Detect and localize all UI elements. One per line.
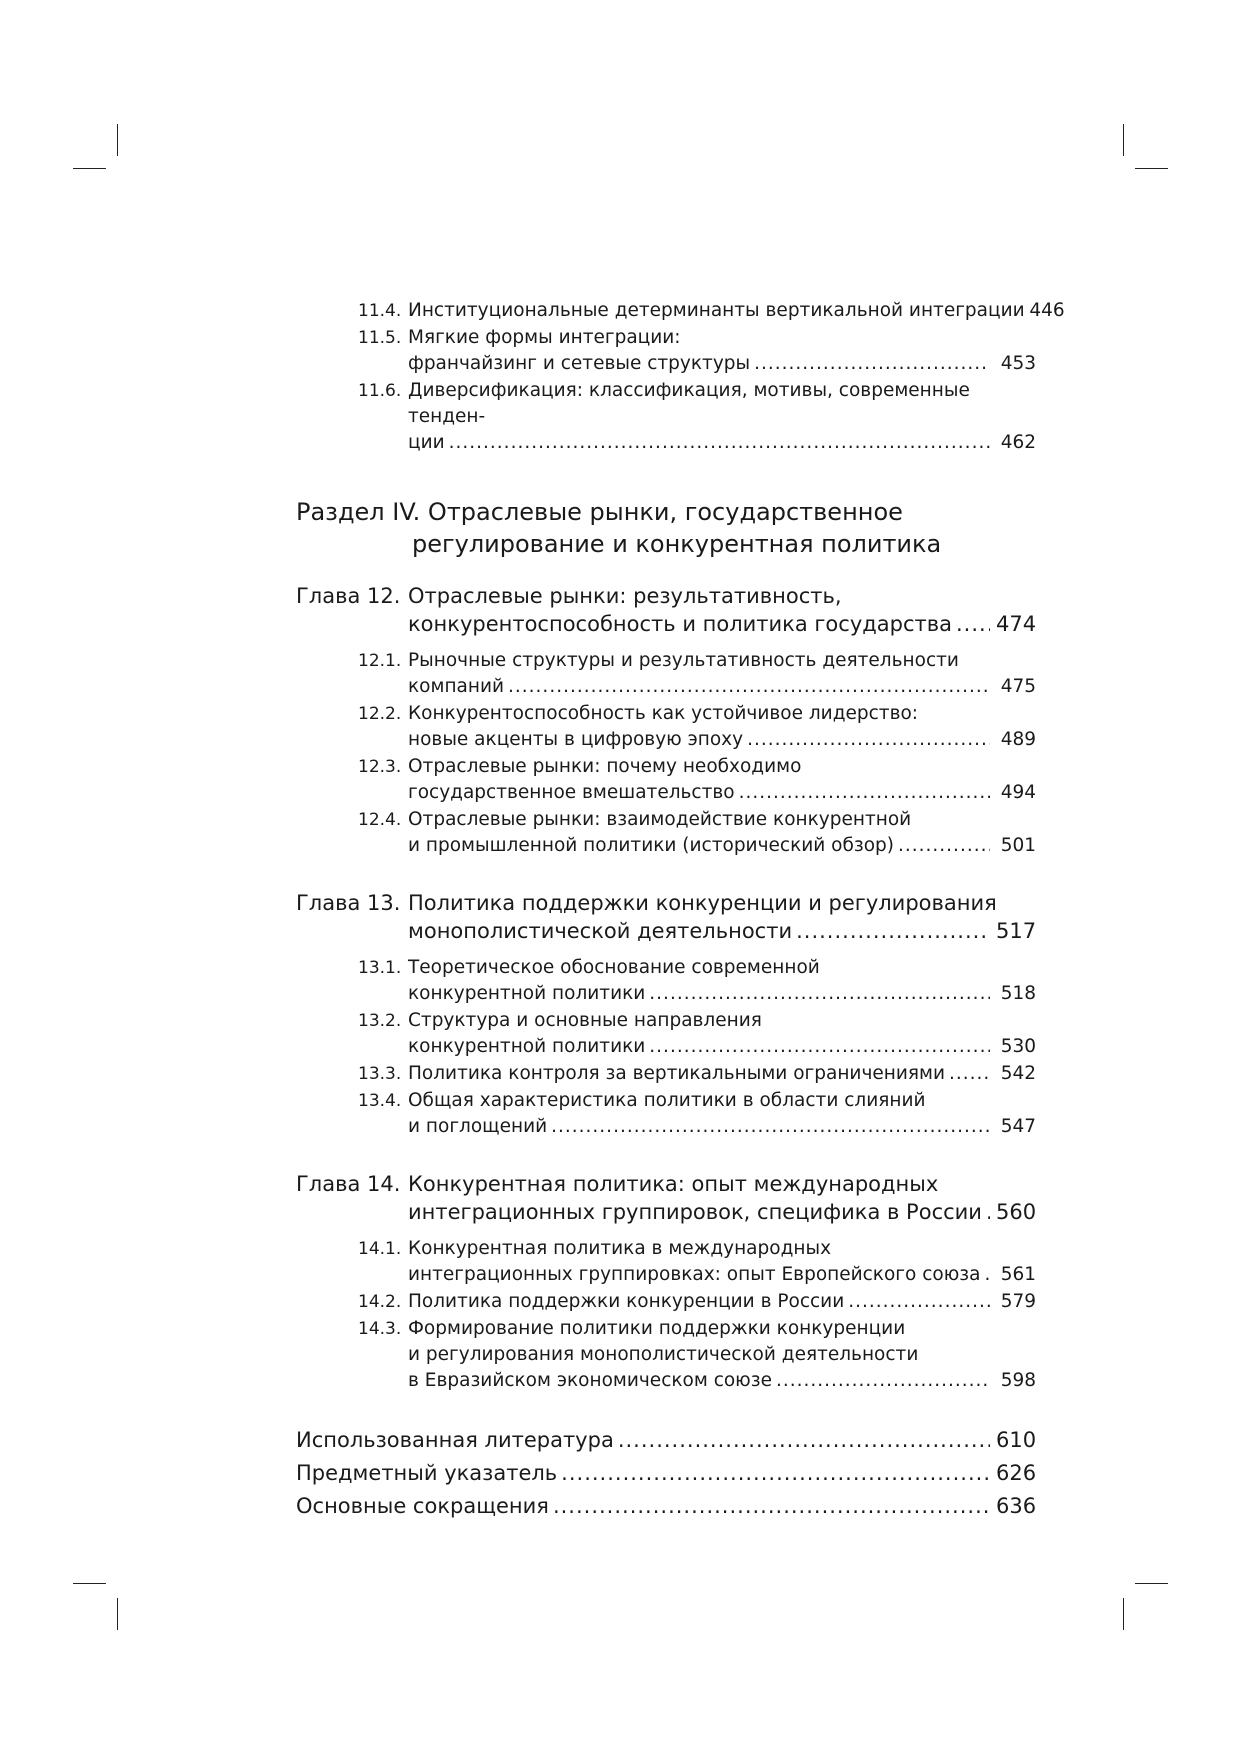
subsection-body [408,1236,1036,1288]
subsection-last-line [408,351,1036,377]
subsection-last-line [408,1289,1036,1315]
toc-end-entry[interactable] [296,1490,1036,1523]
page-number: 542 [1000,1063,1036,1084]
dot-leader [986,1198,990,1226]
page-number: 579 [1000,1291,1036,1312]
subsection-body [408,754,1036,806]
subsection-last-line [408,727,1036,753]
dot-leader [649,981,990,1007]
page-number: 517 [996,919,1037,943]
chapter-subsections [296,955,1036,1140]
toc-subsection[interactable] [360,1316,1036,1394]
subsection-number: 13.1. [358,958,402,978]
page-number: 518 [1000,983,1036,1004]
subsection-body [408,1316,1036,1394]
subsection-title-line: государственное вмешательство [408,782,735,803]
subsection-last-line [408,1368,1036,1394]
subsection-last-line [408,981,1036,1007]
toc-subsection[interactable] [360,325,1036,377]
toc-subsection[interactable] [360,648,1036,700]
subsection-number: 11.6. [358,381,402,401]
subsection-body [408,1061,1036,1087]
chapter-title-line: интеграционных группировок, специфика в России [408,1200,982,1224]
subsection-number: 13.3. [358,1064,402,1084]
subsection-body [408,1088,1036,1140]
dot-leader [739,780,990,806]
toc-chapter[interactable] [296,1170,1036,1226]
subsection-last-line [408,780,1036,806]
spacer [296,1148,1036,1170]
chapter-body [408,582,1036,638]
toc-subsection[interactable] [360,1236,1036,1288]
subsection-title-line: Диверсификация: классификация, мотивы, современные тенден- [408,380,970,427]
subsection-last-line [408,1262,1036,1288]
dot-leader [898,833,990,859]
page-number: 636 [996,1494,1037,1518]
subsection-last-line [408,1061,1036,1087]
section-heading [296,496,1036,560]
subsection-number: 14.1. [358,1239,402,1259]
end-entry-label: Предметный указатель [296,1461,558,1485]
subsection-title-line: Политика поддержки конкуренции в России [408,1291,845,1312]
chapter-block [296,1170,1036,1394]
dot-leader [553,1490,990,1523]
subsection-last-line [408,833,1036,859]
page-number: 475 [1000,676,1036,697]
chapter-title-line: Политика поддержки конкуренции и регулирования [408,891,997,915]
dot-leader [551,1114,990,1140]
subsection-title-line: Структура и основные направления [408,1010,762,1031]
crop-mark [1135,1583,1168,1584]
subsection-last-line [408,1114,1036,1140]
subsection-title-line: и регулирования монополистической деятельности [408,1344,919,1365]
subsection-title-line: Формирование политики поддержки конкуренции [408,1318,906,1339]
crop-mark [1123,124,1124,156]
table-of-contents [296,298,1065,1523]
toc-end-entry[interactable] [296,1457,1036,1490]
chapter-title-line: конкурентоспособность и политика государства [408,612,952,636]
end-entry-label: Основные сокращения [296,1494,549,1518]
chapter-last-line [408,917,1036,945]
toc-end-entry[interactable] [296,1424,1036,1457]
spacer [296,1402,1036,1424]
subsection-number: 12.2. [358,704,402,724]
toc-subsection[interactable] [360,955,1036,1007]
subsection-title-line: Отраслевые рынки: взаимодействие конкурентной [408,809,912,830]
subsection-body [408,648,1036,700]
toc-chapter[interactable] [296,582,1036,638]
subsection-title-line: конкурентной политики [408,983,646,1004]
page-number: 474 [996,612,1037,636]
dot-leader [747,727,990,753]
subsection-title-line: Конкурентная политика в международных [408,1238,832,1259]
subsection-last-line [408,430,1036,456]
dot-leader [848,1289,990,1315]
subsection-body [408,807,1036,859]
page-number: 598 [1000,1370,1036,1391]
chapter-last-line [408,1198,1036,1226]
subsection-title-line: в Евразийском экономическом союзе [408,1370,772,1391]
crop-mark [117,124,118,156]
dot-leader [949,1061,990,1087]
toc-subsection[interactable] [360,1061,1036,1087]
toc-subsection[interactable] [360,378,1036,456]
dot-leader [508,674,990,700]
toc-subsection[interactable] [360,807,1036,859]
page-number: 453 [1000,353,1036,374]
dot-leader [449,430,990,456]
chapter-body [408,889,1036,945]
chapter-subsections [296,1236,1036,1394]
subsection-title-line: франчайзинг и сетевые структуры [408,353,751,374]
subsection-body [408,378,1036,456]
page-number: 501 [1000,835,1036,856]
chapter-block [296,889,1036,1140]
dot-leader [984,1262,990,1288]
toc-subsection[interactable] [358,298,1065,324]
chapter-block [296,582,1036,859]
subsection-body [408,1289,1036,1315]
subsection-number: 13.4. [358,1091,402,1111]
chapter-title-line: Отраслевые рынки: результативность, [408,584,842,608]
dot-leader [649,1034,990,1060]
page-number: 547 [1000,1116,1036,1137]
subsection-title-line: и промышленной политики (исторический обзор) [408,835,895,856]
dot-leader [754,351,990,377]
toc-chapter[interactable] [296,889,1036,945]
dot-leader [956,610,990,638]
subsection-title-line: Рыночные структуры и результативность деятельности [408,650,959,671]
spacer [296,867,1036,889]
chapter-title-line: монополистической деятельности [408,919,793,943]
subsection-last-line [408,298,1065,324]
page-number: 626 [996,1461,1037,1485]
chapter-number: Глава 14. [296,1172,401,1196]
subsection-body [408,955,1036,1007]
subsection-title-line: ции [408,432,445,453]
chapter-last-line [408,610,1036,638]
toc-subsection[interactable] [360,1088,1036,1140]
page-number: 530 [1000,1036,1036,1057]
subsection-title-line: Институциональные детерминанты вертикальной интеграции [408,300,1025,321]
subsection-title-line: Конкурентоспособность как устойчивое лидерство: [408,703,919,724]
chapter-body [408,1170,1036,1226]
chapter-number: Глава 12. [296,584,401,608]
crop-mark [1123,1598,1124,1630]
section-title-line: регулирование и конкурентная политика [412,530,942,558]
toc-subsection[interactable] [360,701,1036,753]
subsection-body [408,701,1036,753]
subsection-number: 14.3. [358,1319,402,1339]
dot-leader [618,1424,990,1457]
subsection-title-line: конкурентной политики [408,1036,646,1057]
subsection-title-line: и поглощений [408,1116,548,1137]
page-number: 462 [1000,432,1036,453]
toc-subsection[interactable] [360,1289,1036,1315]
subsection-title-line: Политика контроля за вертикальными ограничениями [408,1063,945,1084]
subsection-title-line: Отраслевые рынки: почему необходимо [408,756,802,777]
page-number: 446 [1029,300,1065,321]
subsection-number: 12.3. [358,757,402,777]
toc-subsection[interactable] [360,1008,1036,1060]
crop-mark [73,1583,106,1584]
crop-mark [73,168,106,169]
subsection-title-line: новые акценты в цифровую эпоху [408,729,744,750]
subsection-title-line: интеграционных группировках: опыт Европейского союза [408,1264,981,1285]
dot-leader [776,1368,990,1394]
crop-mark [1135,168,1168,169]
subsection-number: 12.1. [358,651,402,671]
page-number: 489 [1000,729,1036,750]
subsection-body [408,325,1036,377]
subsection-title-line: компаний [408,676,505,697]
subsection-body [408,298,1065,324]
toc-subsection[interactable] [360,754,1036,806]
chapter-subsections [296,648,1036,859]
subsection-title-line: Теоретическое обоснование современной [408,957,820,978]
chapter-title-line: Конкурентная политика: опыт международных [408,1172,939,1196]
subsection-title-line: Мягкие формы интеграции: [408,327,681,348]
dot-leader [561,1457,990,1490]
subsection-number: 11.4. [358,301,402,321]
subsection-number: 12.4. [358,810,402,830]
page-number: 610 [996,1428,1037,1452]
subsection-last-line [408,674,1036,700]
dot-leader [796,917,990,945]
chapter-number: Глава 13. [296,891,401,915]
subsection-number: 13.2. [358,1011,402,1031]
subsection-number: 11.5. [358,328,402,348]
crop-mark [117,1598,118,1630]
subsection-last-line [408,1034,1036,1060]
end-entry-label: Использованная литература [296,1428,614,1452]
page-number: 494 [1000,782,1036,803]
subsection-title-line: Общая характеристика политики в области слияний [408,1090,926,1111]
page-number: 561 [1000,1264,1036,1285]
subsection-body [408,1008,1036,1060]
page-number: 560 [996,1200,1037,1224]
subsection-number: 14.2. [358,1292,402,1312]
section-title-line: Раздел IV. Отраслевые рынки, государственное [296,498,903,526]
